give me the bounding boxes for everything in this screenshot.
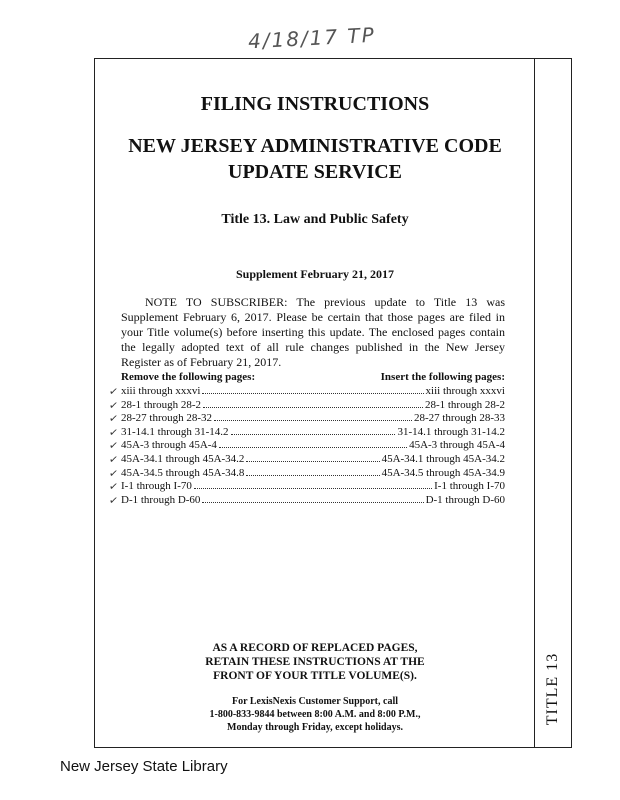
check-mark-icon: ✓	[108, 438, 120, 453]
support-line: 1-800-833-9844 between 8:00 A.M. and 8:00 P.M.,	[209, 709, 421, 720]
insert-pages: xiii through xxxvi	[425, 385, 505, 397]
dot-leader	[246, 453, 379, 462]
dot-leader	[194, 480, 432, 489]
handwritten-date-initials: 4/18/17 TP	[247, 22, 377, 54]
check-mark-icon: ✓	[108, 479, 120, 494]
pages-table-row	[121, 480, 505, 494]
check-mark-icon: ✓	[108, 398, 120, 413]
insert-pages: D-1 through D-60	[425, 493, 505, 506]
check-mark-icon: ✓	[108, 425, 120, 440]
dot-leader	[202, 494, 423, 503]
support-line: For LexisNexis Customer Support, call	[231, 696, 398, 707]
dot-leader	[214, 412, 412, 421]
pages-table-row	[121, 426, 505, 440]
insert-header: Insert the following pages:	[380, 371, 505, 383]
remove-pages: D-1 through D-60	[121, 493, 201, 506]
record-notice-line: AS A RECORD OF REPLACED PAGES,	[212, 642, 418, 654]
dot-leader	[203, 399, 423, 408]
record-notice-line: FRONT OF YOUR TITLE VOLUME(S).	[213, 670, 417, 682]
insert-pages: 28-27 through 28-33	[413, 412, 505, 425]
dot-leader	[246, 467, 379, 476]
check-mark-icon: ✓	[108, 384, 120, 399]
support-line: Monday through Friday, except holidays.	[227, 722, 403, 733]
pages-table-header	[121, 371, 505, 385]
dot-leader	[231, 426, 396, 435]
pages-table-row	[121, 399, 505, 413]
subscriber-note: NOTE TO SUBSCRIBER: The previous update to Title 13 was Supplement February 6, 2017. Please be certain that those pages are filed in your Title volume(s) before inserting this update. The enclosed pages contain the legally adopted text of all rule changes published in the New Jersey Register as of February 21, 2017.	[121, 295, 505, 369]
remove-pages: xiii through xxxvi	[121, 385, 201, 397]
remove-pages: 28-1 through 28-2	[121, 398, 202, 411]
spine-tab	[534, 59, 571, 747]
check-mark-icon: ✓	[108, 452, 120, 467]
remove-pages: 45A-3 through 45A-4	[121, 439, 217, 452]
insert-pages: 45A-34.5 through 45A-34.9	[381, 466, 505, 479]
record-notice-line: RETAIN THESE INSTRUCTIONS AT THE	[205, 656, 425, 668]
instruction-sheet	[94, 58, 572, 748]
pages-table-row	[121, 494, 505, 508]
code-title-line: NEW JERSEY ADMINISTRATIVE CODE	[128, 135, 502, 157]
pages-table-row	[121, 439, 505, 453]
pages-table-rows	[121, 385, 505, 507]
sheet-content	[95, 59, 535, 747]
title-subtitle: Title 13. Law and Public Safety	[221, 212, 409, 227]
supplement-date: Supplement February 21, 2017	[235, 267, 394, 281]
code-title-line: UPDATE SERVICE	[228, 161, 402, 183]
dot-leader	[202, 385, 423, 394]
spine-label: TITLE 13	[544, 652, 561, 726]
insert-pages: 28-1 through 28-2	[424, 398, 505, 411]
remove-pages: 45A-34.1 through 45A-34.2	[121, 452, 245, 465]
record-notice	[95, 641, 535, 683]
pages-table-row	[121, 385, 505, 399]
remove-pages: 31-14.1 through 31-14.2	[121, 425, 229, 438]
code-title	[95, 133, 535, 185]
pages-table-row	[121, 453, 505, 467]
pages-table-row	[121, 412, 505, 426]
check-mark-icon: ✓	[108, 493, 120, 508]
insert-pages: I-1 through I-70	[434, 480, 505, 493]
library-footer: New Jersey State Library	[60, 758, 228, 775]
pages-table	[108, 371, 505, 508]
pages-table-row	[121, 467, 505, 481]
insert-pages: 31-14.1 through 31-14.2	[397, 425, 505, 438]
check-mark-icon: ✓	[108, 466, 120, 481]
remove-pages: I-1 through I-70	[121, 480, 192, 493]
remove-pages: 45A-34.5 through 45A-34.8	[121, 466, 245, 479]
dot-leader	[219, 439, 407, 448]
check-mark-icon: ✓	[108, 411, 120, 426]
insert-pages: 45A-34.1 through 45A-34.2	[381, 452, 505, 465]
page-title: FILING INSTRUCTIONS	[200, 93, 430, 115]
insert-pages: 45A-3 through 45A-4	[409, 439, 505, 452]
remove-pages: 28-27 through 28-32	[121, 412, 213, 425]
support-info	[95, 695, 535, 734]
remove-header: Remove the following pages:	[121, 371, 256, 383]
